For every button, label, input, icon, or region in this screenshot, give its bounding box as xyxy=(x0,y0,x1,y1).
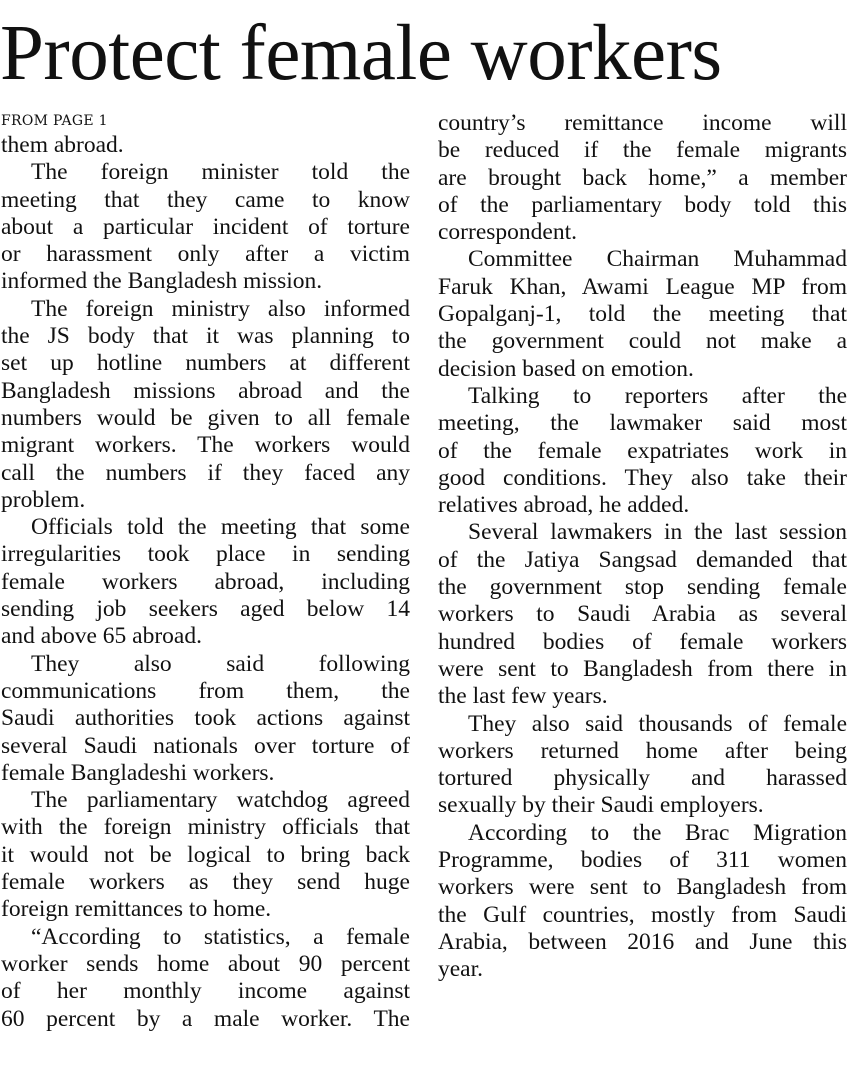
text-line: tortured physically and harassed xyxy=(438,765,847,792)
text-line: Talking to reporters after the xyxy=(468,382,847,409)
text-line: Arabia, between 2016 and June this xyxy=(438,928,847,955)
left-column-body xyxy=(1,132,410,1033)
text-line: problem. xyxy=(1,486,86,513)
text-line: Saudi authorities took actions against xyxy=(1,705,410,732)
text-line: correspondent. xyxy=(438,219,577,246)
text-line: the government stop sending female xyxy=(438,574,847,601)
article-column-right xyxy=(438,110,847,984)
text-line: or harassment only after a victim xyxy=(1,241,410,268)
right-column-body xyxy=(438,110,847,984)
text-line: They also said following xyxy=(31,650,410,677)
text-line: “According to statistics, a female xyxy=(31,923,410,950)
text-line: Officials told the meeting that some xyxy=(31,514,410,541)
text-line: them abroad. xyxy=(1,132,124,158)
headline: Protect female workers xyxy=(0,10,722,97)
text-line: Programme, bodies of 311 women xyxy=(438,847,847,874)
text-line: workers returned home after being xyxy=(438,737,847,764)
text-line: the last few years. xyxy=(438,683,608,710)
text-line: Committee Chairman Muhammad xyxy=(468,246,847,273)
text-line: Bangladesh missions abroad and the xyxy=(1,377,410,404)
text-line: foreign remittances to home. xyxy=(1,896,272,923)
text-line: The foreign minister told the xyxy=(31,159,410,186)
text-line: of the female expatriates work in xyxy=(438,437,847,464)
text-line: of the parliamentary body told this xyxy=(438,191,847,218)
text-line: communications from them, the xyxy=(1,677,410,704)
text-line: meeting, the lawmaker said most xyxy=(438,410,847,437)
text-line: The foreign ministry also informed xyxy=(31,295,410,322)
text-line: good conditions. They also take their xyxy=(438,464,847,491)
text-line: female workers as they send huge xyxy=(1,869,410,896)
text-line: the Gulf countries, mostly from Saudi xyxy=(438,901,847,928)
text-line: about a particular incident of torture xyxy=(1,213,410,240)
text-line: Gopalganj-1, told the meeting that xyxy=(438,301,847,328)
text-line: informed the Bangladesh mission. xyxy=(1,268,323,295)
text-line: irregularities took place in sending xyxy=(1,541,410,568)
text-line: country’s remittance income will xyxy=(438,110,847,136)
text-line: sexually by their Saudi employers. xyxy=(438,792,764,819)
text-line: be reduced if the female migrants xyxy=(438,137,847,164)
text-line: Faruk Khan, Awami League MP from xyxy=(438,273,847,300)
text-line: of the Jatiya Sangsad demanded that xyxy=(438,546,847,573)
text-line: meeting that they came to know xyxy=(1,186,410,213)
text-line: year. xyxy=(438,956,484,983)
text-line: several Saudi nationals over torture of xyxy=(1,732,410,759)
text-line: set up hotline numbers at different xyxy=(1,350,410,377)
text-line: the JS body that it was planning to xyxy=(1,323,410,350)
text-line: workers were sent to Bangladesh from xyxy=(438,874,847,901)
text-line: 60 percent by a male worker. The xyxy=(1,1005,410,1032)
text-line: sending job seekers aged below 14 xyxy=(1,596,410,623)
text-line: numbers would be given to all female xyxy=(1,404,410,431)
text-line: decision based on emotion. xyxy=(438,355,694,382)
text-line: worker sends home about 90 percent xyxy=(1,950,410,977)
text-line: and above 65 abroad. xyxy=(1,623,202,650)
text-line: are brought back home,” a member xyxy=(438,164,847,191)
text-line: Several lawmakers in the last session xyxy=(468,519,847,546)
text-line: migrant workers. The workers would xyxy=(1,432,410,459)
text-line: call the numbers if they faced any xyxy=(1,459,410,486)
text-line: were sent to Bangladesh from there in xyxy=(438,655,847,682)
article-column-left xyxy=(1,112,410,1033)
text-line: female workers abroad, including xyxy=(1,568,410,595)
text-line: it would not be logical to bring back xyxy=(1,841,410,868)
text-line: hundred bodies of female workers xyxy=(438,628,847,655)
text-line: According to the Brac Migration xyxy=(468,819,847,846)
text-line: the government could not make a xyxy=(438,328,847,355)
text-line: The parliamentary watchdog agreed xyxy=(31,787,410,814)
text-line: They also said thousands of female xyxy=(468,710,847,737)
text-line: workers to Saudi Arabia as several xyxy=(438,601,847,628)
text-line: with the foreign ministry officials that xyxy=(1,814,410,841)
text-line: female Bangladeshi workers. xyxy=(1,759,275,786)
text-line: relatives abroad, he added. xyxy=(438,492,690,519)
jump-line: FROM PAGE 1 xyxy=(1,113,108,129)
text-line: of her monthly income against xyxy=(1,978,410,1005)
